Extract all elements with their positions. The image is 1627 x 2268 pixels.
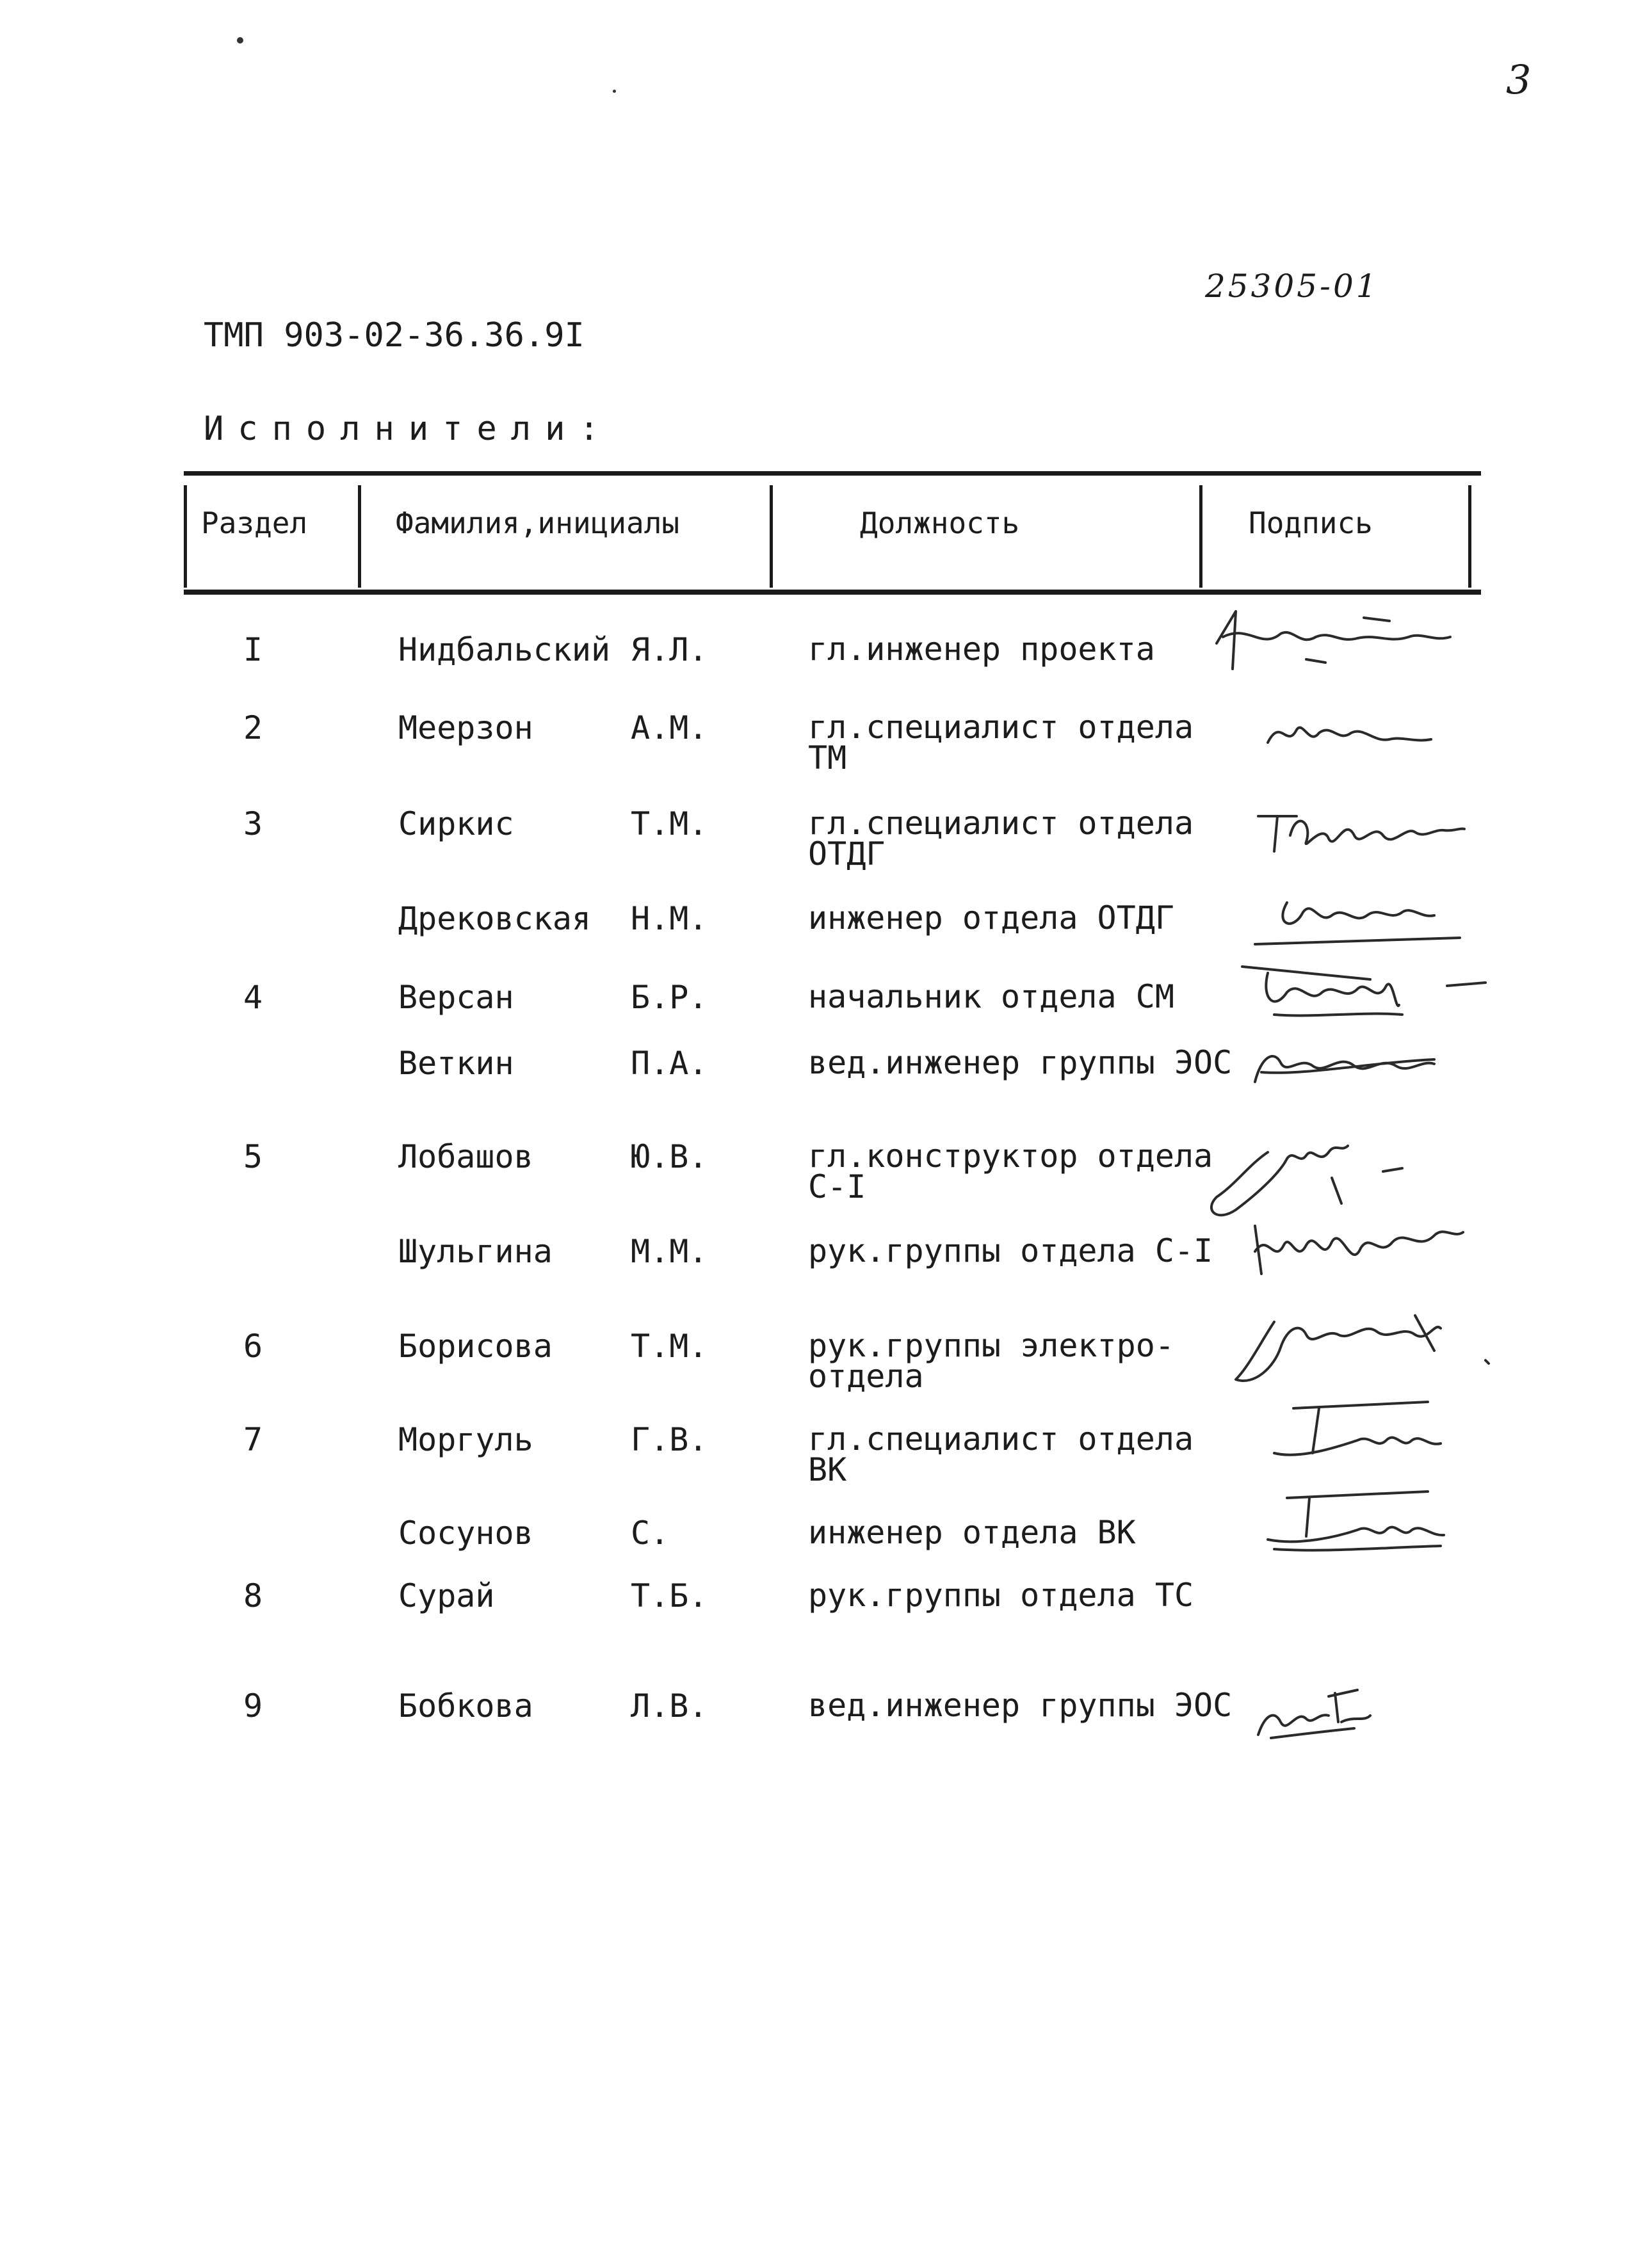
header-signature: Подпись [1249,506,1373,540]
signature-image [1245,1684,1399,1748]
row-initials: С. [631,1515,670,1552]
column-divider [1468,485,1471,588]
row-initials: Г.В. [631,1421,708,1458]
row-name: Сиркис [398,805,514,842]
signature-image [1249,1395,1453,1472]
row-name: Моргуль [398,1421,533,1458]
row-position: вед.инженер группы ЭОС [808,1044,1233,1081]
row-initials: Т.М. [631,1328,708,1365]
row-name: Шульгина [398,1233,553,1270]
row-position: гл.специалист отдела ОТДГ [808,805,1194,873]
signature-image [1252,797,1469,861]
row-section: 7 [243,1421,263,1458]
row-name: Сурай [398,1577,495,1614]
row-name: Сосунов [398,1515,533,1552]
row-section: 5 [243,1138,263,1175]
row-position: рук.группы отдела С-I [808,1232,1213,1269]
header-section: Раздел [201,506,308,540]
column-divider [770,485,773,588]
row-initials: П.А. [631,1045,708,1082]
document-code: ТМП 903-02-36.36.9I [204,316,585,355]
row-initials: А.М. [631,709,708,746]
row-initials: Б.Р. [631,979,708,1016]
signature-image [1242,887,1473,957]
row-section: I [243,631,263,668]
signature-image [1249,1485,1453,1562]
signature-image [1197,599,1466,682]
row-name: Лобашов [398,1138,533,1175]
row-position: рук.группы электро- отдела [808,1327,1174,1395]
signature-image [1261,704,1441,762]
row-name: Дрековская [398,900,592,937]
row-section: 6 [243,1328,263,1365]
page-number: 3 [1506,56,1532,103]
row-initials: Н.М. [631,900,708,937]
scan-speck [613,90,616,93]
row-position: начальник отдела СМ [808,978,1174,1015]
row-position: вед.инженер группы ЭОС [808,1687,1233,1724]
row-position: рук.группы отдела ТС [808,1577,1194,1614]
row-position: гл.конструктор отдела С-I [808,1138,1213,1205]
column-divider [184,485,187,588]
row-initials: Я.Л. [631,631,708,668]
scan-speck [237,37,243,44]
row-section: 3 [243,805,263,842]
row-name: Меерзон [398,709,533,746]
signature-image [1223,1296,1505,1392]
row-position: гл.инженер проекта [808,631,1155,668]
column-divider [1199,485,1202,588]
row-name: Веткин [398,1045,514,1082]
row-name: Бобкова [398,1687,533,1725]
row-initials: Л.В. [631,1687,708,1725]
header-position: Должность [860,506,1020,540]
row-section: 9 [243,1687,263,1725]
signature-image [1236,960,1505,1031]
signature-image [1242,1213,1473,1290]
row-position: инженер отдела ОТДГ [808,899,1174,937]
row-section: 2 [243,709,263,746]
column-divider [358,485,361,588]
row-position: гл.специалист отдела ТМ [808,709,1194,776]
row-section: 4 [243,979,263,1016]
row-name: Борисова [398,1328,553,1365]
row-name: Нидбальский [398,631,611,668]
row-position: гл.специалист отдела ВК [808,1420,1194,1488]
handwritten-code: 25305-01 [1205,268,1379,305]
row-initials: Т.М. [631,805,708,842]
row-position: инженер отдела ВК [808,1514,1136,1551]
row-initials: Ю.В. [631,1138,708,1175]
row-section: 8 [243,1577,263,1614]
row-initials: М.М. [631,1233,708,1270]
page-heading: Исполнители: [204,410,613,448]
row-initials: Т.Б. [631,1577,708,1614]
row-name: Версан [398,979,514,1016]
signature-image [1242,1037,1447,1095]
header-name: Фамилия,инициалы [396,506,680,540]
